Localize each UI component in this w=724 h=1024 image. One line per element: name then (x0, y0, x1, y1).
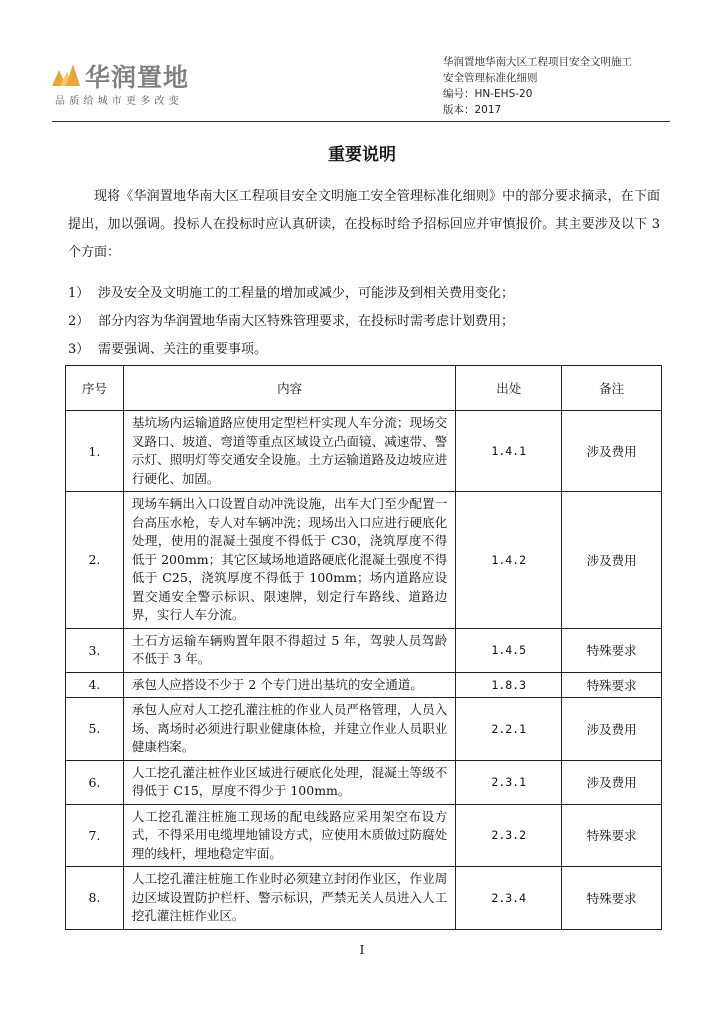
page-number: I (359, 943, 365, 957)
logo-slogan: 品质给城市更多改变 (55, 96, 183, 107)
cell-source: 1.4.5 (456, 628, 562, 672)
list-item-text: 需要强调、关注的重要事项。 (98, 342, 268, 357)
cell-source: 2.3.2 (456, 804, 562, 867)
cell-source: 1.4.2 (456, 492, 562, 629)
requirements-table (65, 365, 662, 930)
cell-num: 8. (66, 867, 124, 930)
cell-note: 特殊要求 (562, 628, 662, 672)
header-divider (52, 121, 670, 122)
cell-num: 4. (66, 672, 124, 698)
table-row (66, 867, 662, 930)
cell-content: 现场车辆出入口设置自动冲洗设施，出车大门至少配置一台高压水枪，专人对车辆冲洗；现场出入口应进行硬底化处理，使用的混凝土强度不得低于 C30，浇筑厚度不得低于 200mm；其它区域场地道路硬底化混凝土强度不得低于 C25，浇筑厚度不得低于 100mm；场内道路应设置交通安全警示标识、限速牌，划定行车路线、道路边界，实行人车分流。 (123, 492, 455, 629)
doc-name-line1: 华润置地华南大区工程项目安全文明施工 (443, 56, 632, 68)
doc-name-line2: 安全管理标准化细则 (443, 72, 538, 84)
list-item-number: 3） (68, 342, 90, 357)
cell-content: 承包人应对人工挖孔灌注桩的作业人员严格管理，人员入场、离场时必须进行职业健康体检，并建立作业人员职业健康档案。 (123, 698, 455, 761)
list-item-text: 部分内容为华润置地华南大区特殊管理要求，在投标时需考虑计划费用； (98, 314, 515, 329)
cell-num: 5. (66, 698, 124, 761)
page-title: 重要说明 (328, 145, 396, 165)
table-row (66, 411, 662, 492)
cell-content: 基坑场内运输道路应使用定型栏杆实现人车分流；现场交叉路口、坡道、弯道等重点区域设立凸面镜、减速带、警示灯、照明灯等交通安全设施。土方运输道路及边坡应进行硬化、加固。 (123, 411, 455, 492)
logo-mark-icon (52, 60, 80, 86)
list-item-number: 2） (68, 314, 90, 329)
header-content: 内容 (123, 366, 455, 411)
cell-note: 涉及费用 (562, 698, 662, 761)
cell-source: 1.8.3 (456, 672, 562, 698)
table-row (66, 492, 662, 629)
cell-source: 1.4.1 (456, 411, 562, 492)
list-item-text: 涉及安全及文明施工的工程量的增加或减少，可能涉及到相关费用变化； (98, 286, 515, 301)
cell-num: 3. (66, 628, 124, 672)
table-row (66, 804, 662, 867)
cell-num: 1. (66, 411, 124, 492)
company-logo (52, 58, 212, 108)
header-source: 出处 (456, 366, 562, 411)
cell-num: 2. (66, 492, 124, 629)
cell-note: 涉及费用 (562, 760, 662, 804)
doc-number: 编号：HN-EHS-20 (443, 88, 533, 100)
header-num: 序号 (66, 366, 124, 411)
list-item-number: 1） (68, 286, 90, 301)
list-item (68, 280, 668, 308)
cell-content: 人工挖孔灌注桩施工现场的配电线路应采用架空布设方式，不得采用电缆埋地铺设方式，应使用木质做过防腐处理的线杆，埋地稳定牢面。 (123, 804, 455, 867)
doc-version: 版本：2017 (443, 104, 502, 116)
cell-source: 2.2.1 (456, 698, 562, 761)
cell-num: 6. (66, 760, 124, 804)
logo-name: 华润置地 (85, 63, 190, 92)
intro-paragraph: 现将《华润置地华南大区工程项目安全文明施工安全管理标准化细则》中的部分要求摘录，在下面提出，加以强调。投标人在投标时应认真研读，在投标时给予招标回应并审慎报价。其主要涉及以下 3 个方面： (68, 189, 660, 260)
table-row (66, 628, 662, 672)
cell-content: 人工挖孔灌注桩施工作业时必须建立封闭作业区，作业周边区域设置防护栏杆、警示标识，严禁无关人员进入人工挖孔灌注桩作业区。 (123, 867, 455, 930)
header-note: 备注 (562, 366, 662, 411)
list-item (68, 308, 668, 336)
cell-source: 2.3.1 (456, 760, 562, 804)
table-header-row (66, 366, 662, 411)
cell-note: 特殊要求 (562, 672, 662, 698)
list-item (68, 336, 668, 364)
document-header-info (443, 54, 632, 118)
cell-num: 7. (66, 804, 124, 867)
cell-content: 人工挖孔灌注桩作业区域进行硬底化处理，混凝土等级不得低于 C15，厚度不得少于 100mm。 (123, 760, 455, 804)
cell-note: 特殊要求 (562, 867, 662, 930)
cell-note: 涉及费用 (562, 492, 662, 629)
table-row (66, 760, 662, 804)
cell-source: 2.3.4 (456, 867, 562, 930)
cell-content: 承包人应搭设不少于 2 个专门进出基坑的安全通道。 (123, 672, 455, 698)
cell-note: 涉及费用 (562, 411, 662, 492)
key-points-list (68, 280, 668, 364)
cell-content: 土石方运输车辆购置年限不得超过 5 年，驾驶人员驾龄不低于 3 年。 (123, 628, 455, 672)
cell-note: 特殊要求 (562, 804, 662, 867)
table-row (66, 672, 662, 698)
table-row (66, 698, 662, 761)
